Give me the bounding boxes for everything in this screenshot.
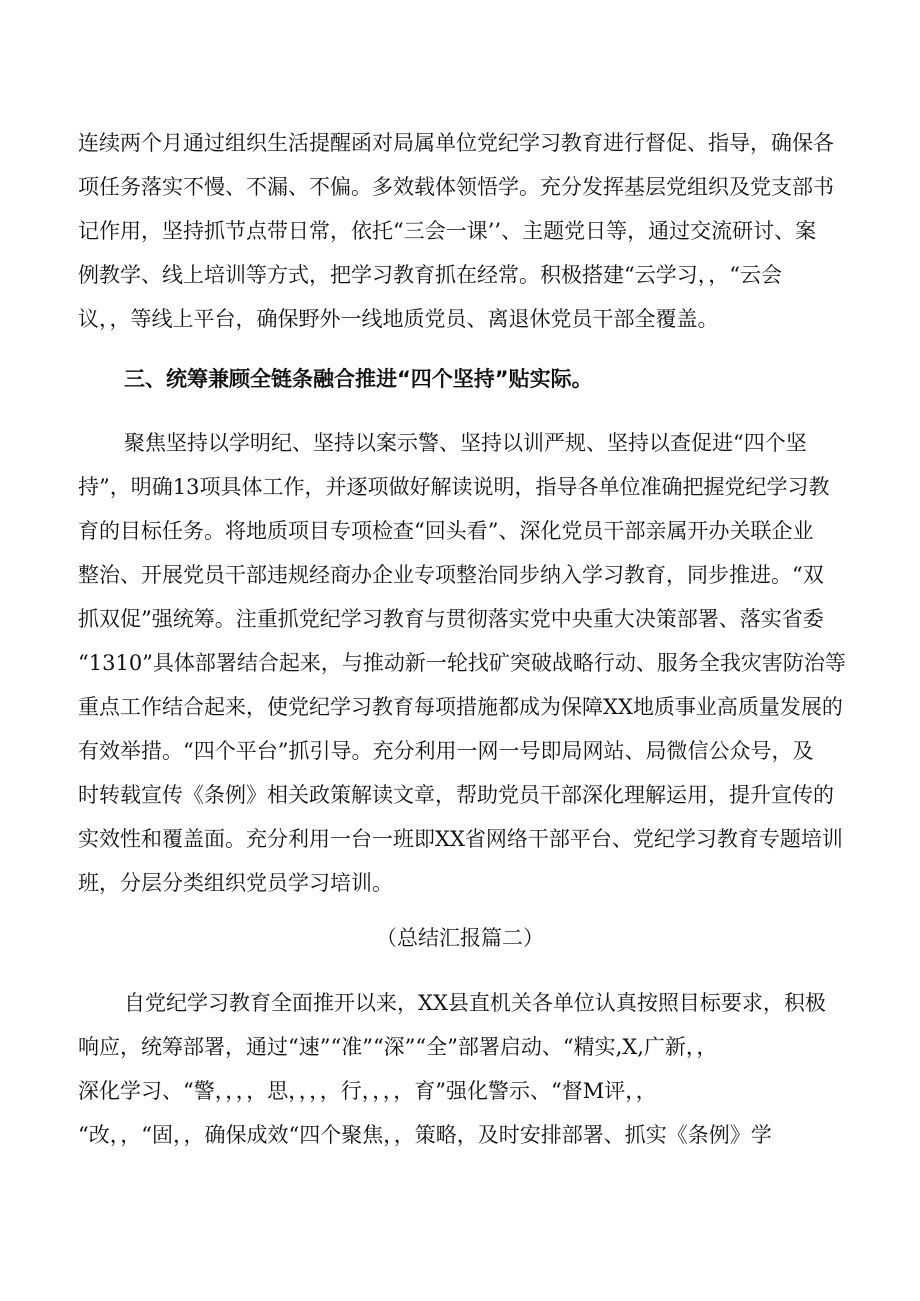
text-line: 班，分层分类组织党员学习培训。 — [78, 871, 393, 895]
text-line: 抓双促”强统筹。注重抓党纪学习教育与贯彻落实党中央重大决策部署、落实省委 — [78, 607, 824, 631]
text-line: 时转载宣传《条例》相关政策解读文章，帮助党员干部深化理解运用，提升宣传的 — [78, 783, 834, 807]
text-line: 连续两个月通过组织生活提醒函对局属单位党纪学习教育进行督促、指导，确保各 — [78, 131, 834, 155]
section-heading: 三、统筹兼顾全链条融合推进“四个坚持”贴实际。 — [124, 367, 593, 391]
text-line: 整治、开展党员干部违规经商办企业专项整治同步纳入学习教育，同步推进。“双 — [78, 563, 824, 587]
text-line: 例教学、线上培训等方式，把学习教育抓在经常。积极搭建“云学习，，“云会 — [78, 263, 782, 287]
text-line: 实效性和覆盖面。充分利用一台一班即XX省网络干部平台、党纪学习教育专题培训 — [78, 827, 843, 851]
text-line: 聚焦坚持以学明纪、坚持以案示警、坚持以训严规、坚持以查促进“四个坚 — [124, 431, 807, 455]
text-line: 自党纪学习教育全面推开以来，XX县直机关各单位认真按照目标要求，积极 — [124, 991, 826, 1015]
text-line: 项任务落实不慢、不漏、不偏。多效载体领悟学。充分发挥基层党组织及党支部书 — [78, 175, 834, 199]
text-line: 记作用，坚持抓节点带日常，依托“三会一课’’、主题党日等，通过交流研讨、案 — [78, 219, 817, 243]
text-line: 有效举措。“四个平台”抓引导。充分利用一网一号即局网站、局微信公众号，及 — [78, 739, 814, 763]
text-line: 深化学习、“警，，，，思，，，，行，，，，育”强化警示、“督M评，， — [78, 1079, 657, 1103]
text-line: 重点工作结合起来，使党纪学习教育每项措施都成为保障XX地质事业高质量发展的 — [78, 695, 843, 719]
text-line: 育的目标任务。将地质项目专项检查“回头看”、深化党员干部亲属开办关联企业 — [78, 519, 814, 543]
text-line: “1310”具体部署结合起来，与推动新一轮找矿突破战略行动、服务全我灾害防治等 — [78, 651, 846, 675]
section-title: （总结汇报篇二） — [376, 926, 544, 950]
text-line: 响应，统筹部署，通过“速”“准”“深”“全”部署启动、“精实,X,广新，， — [78, 1035, 718, 1059]
text-line: “改，，“固，，确保成效“四个聚焦，，策略，及时安排部署、抓实《条例》学 — [78, 1123, 772, 1147]
text-line: 议，，等线上平台，确保野外一线地质党员、离退休党员干部全覆盖。 — [78, 307, 719, 331]
text-line: 持”，明确13项具体工作，并逐项做好解读说明，指导各单位准确把握党纪学习教 — [78, 475, 830, 499]
